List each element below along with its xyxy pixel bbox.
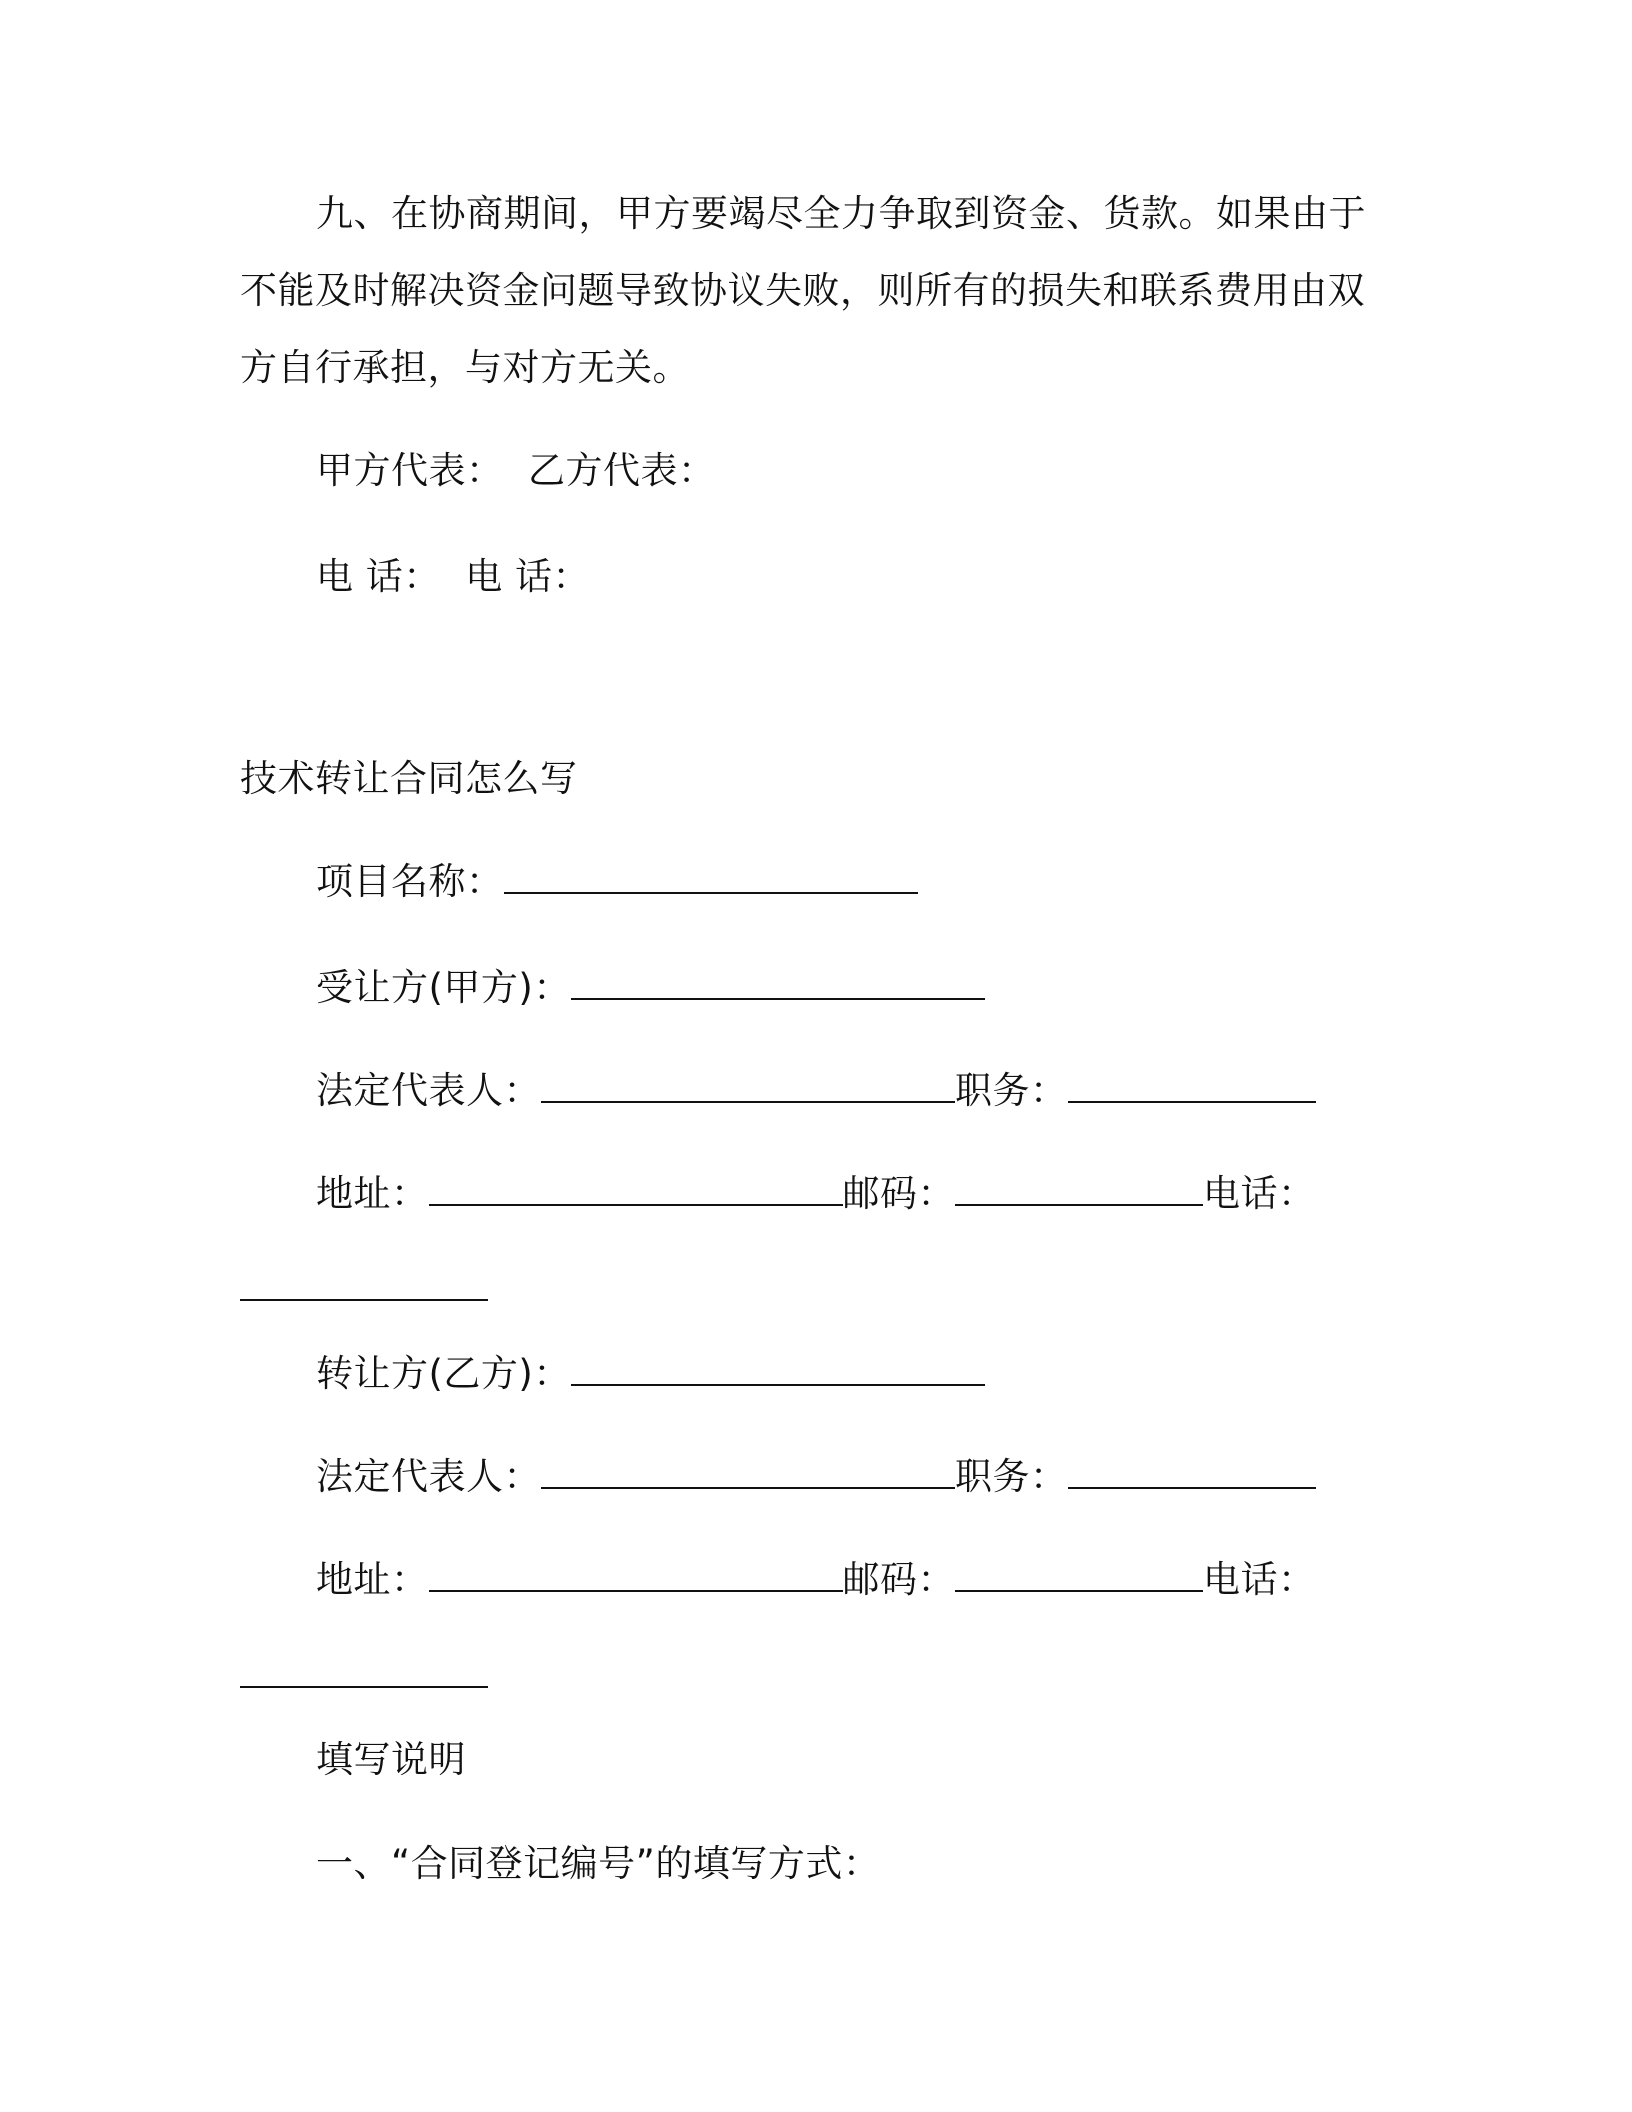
party-b-row	[316, 1350, 985, 1398]
party-a-position-blank[interactable]	[1068, 1067, 1316, 1103]
party-a-phone-row	[240, 1265, 488, 1313]
instructions-heading: 填写说明	[316, 1738, 466, 1781]
party-a-rep-row	[316, 1067, 1316, 1115]
clause-9-line-3: 方自行承担，与对方无关。	[240, 346, 690, 389]
project-name-blank[interactable]	[504, 858, 918, 894]
party-b-blank[interactable]	[571, 1350, 985, 1386]
party-b-address-blank[interactable]	[429, 1556, 843, 1592]
party-a-blank[interactable]	[571, 964, 985, 1000]
party-b-phone-blank[interactable]	[240, 1652, 488, 1688]
party-b-address-label: 地址：	[316, 1558, 429, 1601]
party-a-address-blank[interactable]	[429, 1170, 843, 1206]
party-a-postcode-blank[interactable]	[955, 1170, 1203, 1206]
party-a-address-label: 地址：	[316, 1172, 429, 1215]
phones-line: 电 话： 电 话：	[316, 555, 591, 598]
project-name-row	[316, 858, 918, 906]
instructions-item-1: 一、“合同登记编号”的填写方式：	[316, 1842, 881, 1885]
party-a-label: 受让方(甲方)：	[316, 966, 571, 1009]
party-b-rep-blank[interactable]	[541, 1453, 955, 1489]
party-a-postcode-label: 邮码：	[842, 1172, 955, 1215]
party-b-postcode-blank[interactable]	[955, 1556, 1203, 1592]
party-b-label: 转让方(乙方)：	[316, 1352, 571, 1395]
party-a-rep-blank[interactable]	[541, 1067, 955, 1103]
article-title: 技术转让合同怎么写	[240, 757, 578, 800]
party-b-rep-row	[316, 1453, 1316, 1501]
party-b-postcode-label: 邮码：	[842, 1558, 955, 1601]
party-b-phone-row	[240, 1652, 488, 1700]
party-b-position-label: 职务：	[955, 1455, 1068, 1498]
party-a-address-row	[316, 1170, 1316, 1218]
representatives-line: 甲方代表： 乙方代表：	[316, 449, 716, 492]
project-name-label: 项目名称：	[316, 860, 504, 903]
party-a-position-label: 职务：	[955, 1069, 1068, 1112]
party-a-row	[316, 964, 985, 1012]
clause-9-line-1: 九、在协商期间，甲方要竭尽全力争取到资金、货款。如果由于	[316, 192, 1366, 235]
party-b-rep-label: 法定代表人：	[316, 1455, 541, 1498]
party-b-position-blank[interactable]	[1068, 1453, 1316, 1489]
clause-9-line-2: 不能及时解决资金问题导致协议失败，则所有的损失和联系费用由双	[240, 269, 1365, 312]
party-b-address-row	[316, 1556, 1316, 1604]
party-a-rep-label: 法定代表人：	[316, 1069, 541, 1112]
party-a-phone-label: 电话：	[1203, 1172, 1316, 1215]
party-b-phone-label: 电话：	[1203, 1558, 1316, 1601]
party-a-phone-blank[interactable]	[240, 1265, 488, 1301]
